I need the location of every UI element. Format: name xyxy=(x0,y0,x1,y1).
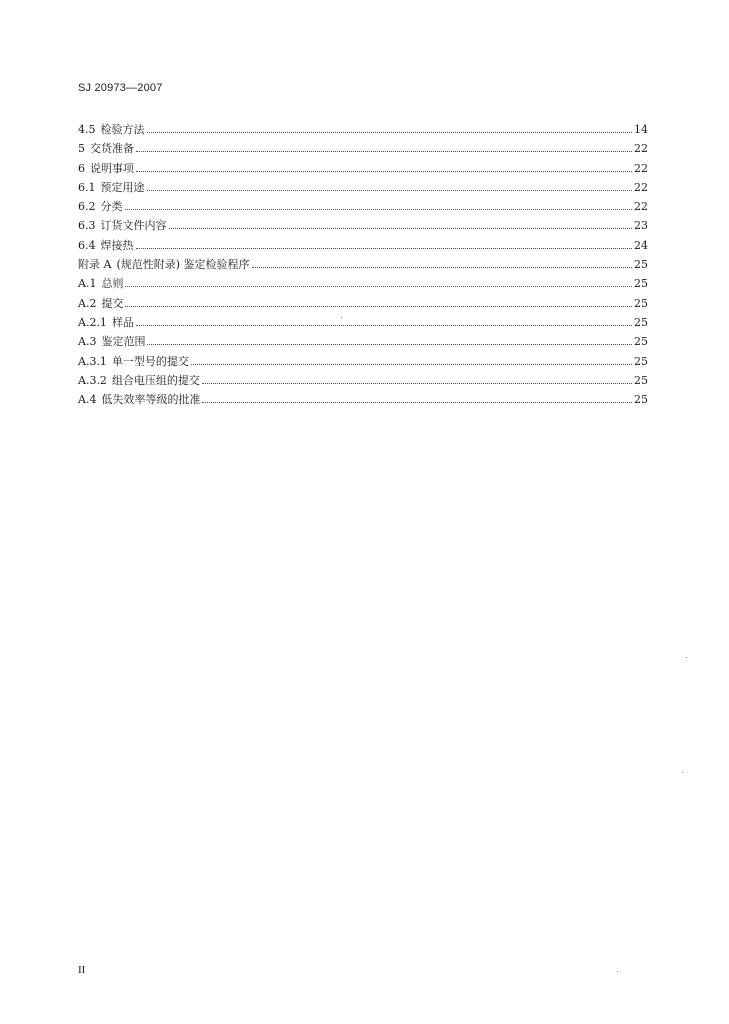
toc-entry-number: A.3.2 xyxy=(78,373,107,387)
toc-entry-number: 6.4 xyxy=(78,238,96,252)
toc-entry-title: 提交 xyxy=(101,296,124,310)
document-header: SJ 20973—2007 xyxy=(78,82,163,94)
scan-speck xyxy=(617,971,618,972)
toc-entry-number: 6.2 xyxy=(78,200,96,214)
toc-entry-number: 6.1 xyxy=(78,180,96,194)
toc-entry-title: 焊接热 xyxy=(100,238,134,252)
toc-entry-page: 25 xyxy=(634,277,648,291)
toc-entry-title: 预定用途 xyxy=(100,180,145,194)
toc-leader-dots xyxy=(147,190,633,191)
toc-entry-title: 分类 xyxy=(100,200,123,214)
toc-entry-title: 说明事项 xyxy=(90,161,134,175)
toc-entry-page: 25 xyxy=(634,315,648,329)
toc-entry-page: 25 xyxy=(634,354,648,368)
toc-entry-page: 22 xyxy=(634,200,648,214)
toc-entry-page: 25 xyxy=(634,373,648,387)
toc-leader-dots xyxy=(125,286,632,287)
toc-entry-number: 5 xyxy=(78,142,85,156)
toc-entry-title: 鉴定范围 xyxy=(101,335,146,349)
toc-entry-number: 6 xyxy=(78,161,85,175)
toc-entry[interactable] xyxy=(78,139,648,158)
toc-entry[interactable] xyxy=(78,178,648,197)
page-number: II xyxy=(78,964,86,976)
toc-entry[interactable] xyxy=(78,294,648,313)
toc-leader-dots xyxy=(125,209,633,210)
toc-entry-page: 24 xyxy=(634,238,648,252)
toc-leader-dots xyxy=(169,228,633,229)
toc-entry-title: 单一型号的提交 xyxy=(111,354,189,368)
toc-entry-number: 4.5 xyxy=(78,123,96,136)
scan-speck xyxy=(686,657,687,658)
toc-entry-page: 14 xyxy=(634,123,648,136)
toc-entry-number: A.2.1 xyxy=(78,315,107,329)
toc-entry-number: 附录 A xyxy=(78,258,112,272)
toc-entry[interactable] xyxy=(78,236,648,255)
toc-entry[interactable] xyxy=(78,255,648,274)
toc-entry[interactable] xyxy=(78,197,648,216)
toc-entry-page: 25 xyxy=(634,335,648,349)
toc-entry-number: A.1 xyxy=(78,277,97,291)
toc-entry-number: 6.3 xyxy=(78,219,96,233)
toc-leader-dots xyxy=(252,267,632,268)
scan-speck xyxy=(682,772,683,773)
toc-entry[interactable] xyxy=(78,371,648,390)
toc-entry[interactable] xyxy=(78,332,648,351)
toc-entry-number: A.3 xyxy=(78,335,97,349)
toc-leader-dots xyxy=(147,344,632,345)
toc-entry-page: 25 xyxy=(634,393,648,407)
toc-leader-dots xyxy=(202,402,632,403)
toc-leader-dots xyxy=(136,248,633,249)
toc-entry-title: 低失效率等级的批准 xyxy=(101,393,201,407)
toc-entry[interactable] xyxy=(78,216,648,235)
toc-leader-dots xyxy=(191,364,632,365)
toc-entry-title: 交货准备 xyxy=(90,142,134,156)
toc-entry[interactable] xyxy=(78,313,648,332)
scan-speck xyxy=(341,317,342,318)
toc-entry-page: 23 xyxy=(634,219,648,233)
toc-entry[interactable] xyxy=(78,120,648,139)
toc-entry[interactable] xyxy=(78,390,648,409)
table-of-contents xyxy=(78,120,648,409)
toc-entry[interactable] xyxy=(78,352,648,371)
toc-entry-number: A.3.1 xyxy=(78,354,107,368)
toc-entry-number: A.4 xyxy=(78,393,97,407)
toc-leader-dots xyxy=(202,383,632,384)
toc-entry-title: 总则 xyxy=(101,277,124,291)
toc-entry-title: 检验方法 xyxy=(100,123,145,136)
toc-entry-page: 25 xyxy=(634,296,648,310)
toc-entry-page: 25 xyxy=(634,258,648,272)
toc-entry-title: 组合电压组的提交 xyxy=(111,373,200,387)
toc-leader-dots xyxy=(147,132,633,133)
toc-entry-title: (规范性附录) 鉴定检验程序 xyxy=(116,258,250,272)
toc-entry[interactable] xyxy=(78,159,648,178)
toc-entry-page: 22 xyxy=(634,142,648,156)
toc-entry-title: 订货文件内容 xyxy=(100,219,167,233)
toc-leader-dots xyxy=(125,306,632,307)
toc-entry-number: A.2 xyxy=(78,296,97,310)
toc-entry-title: 样品 xyxy=(111,315,134,329)
toc-entry[interactable] xyxy=(78,274,648,293)
toc-entry-page: 22 xyxy=(634,180,648,194)
toc-entry-page: 22 xyxy=(634,161,648,175)
toc-leader-dots xyxy=(136,151,632,152)
toc-leader-dots xyxy=(136,171,632,172)
toc-leader-dots xyxy=(136,325,632,326)
